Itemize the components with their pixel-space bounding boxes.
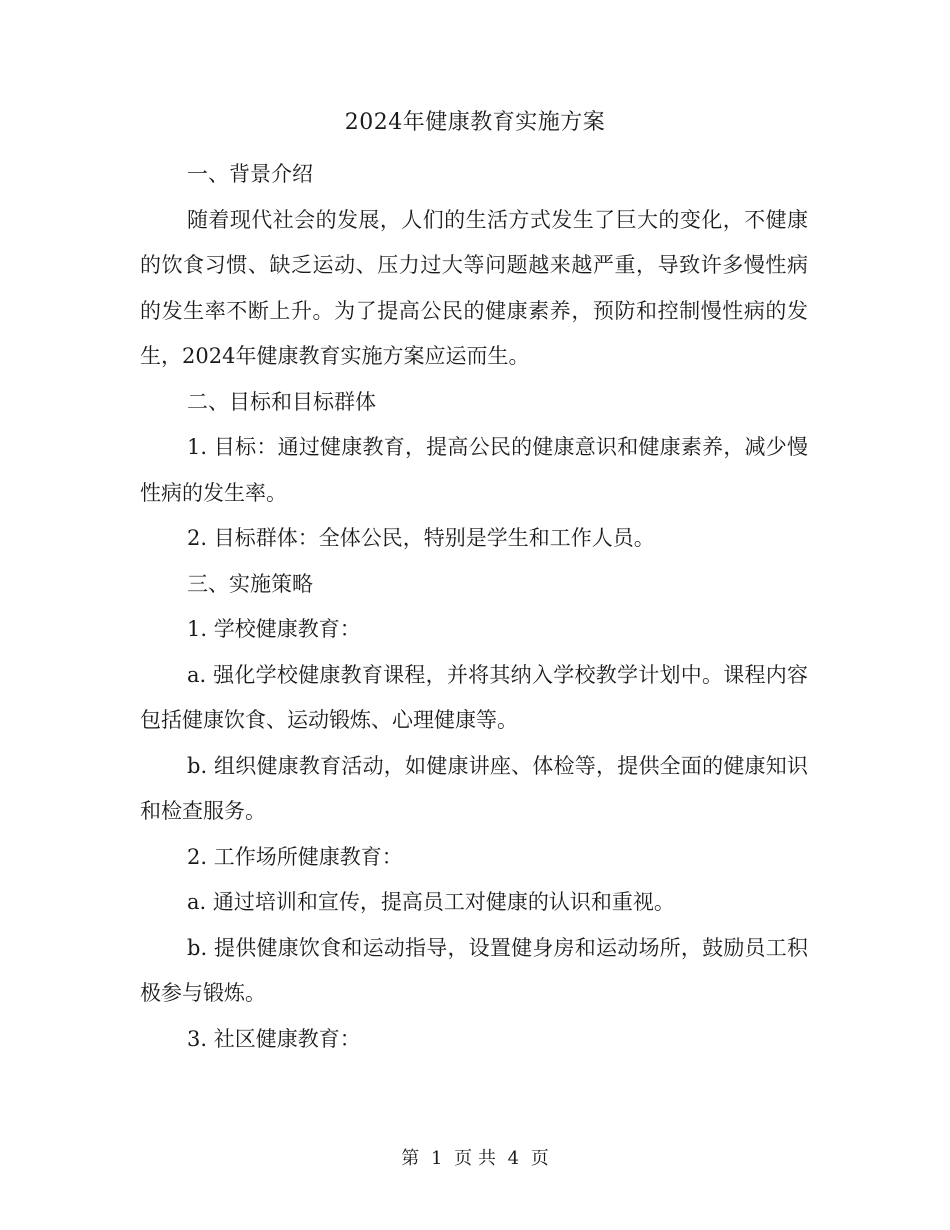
document-body	[140, 152, 808, 1062]
paragraph-workplace-b: b. 提供健康饮食和运动指导，设置健身房和运动场所，鼓励员工积极参与锻炼。	[140, 935, 808, 1005]
section-heading-goals: 二、目标和目标群体	[187, 389, 376, 414]
paragraph-background: 随着现代社会的发展，人们的生活方式发生了巨大的变化，不健康的饮食习惯、缺乏运动、压力过大等问题越来越严重，导致许多慢性病的发生率不断上升。为了提高公民的健康素养，预防和控制慢性病的发生，2024年健康教育实施方案应运而生。	[140, 207, 808, 368]
subheading-school: 1. 学校健康教育：	[187, 617, 361, 641]
page-footer	[0, 1144, 950, 1174]
paragraph-school-a: a. 强化学校健康教育课程，并将其纳入学校教学计划中。课程内容包括健康饮食、运动锻炼、心理健康等。	[140, 662, 808, 732]
footer-mid: 页 共	[454, 1148, 496, 1169]
paragraph-goal: 1. 目标：通过健康教育，提高公民的健康意识和健康素养，减少慢性病的发生率。	[140, 435, 808, 505]
footer-prefix: 第	[401, 1148, 420, 1169]
paragraph-target-group: 2. 目标群体：全体公民，特别是学生和工作人员。	[187, 526, 655, 550]
subheading-workplace: 2. 工作场所健康教育：	[187, 844, 403, 869]
paragraph-school-b: b. 组织健康教育活动，如健康讲座、体检等，提供全面的健康知识和检查服务。	[140, 753, 808, 823]
footer-page-number: 1	[430, 1148, 443, 1169]
footer-total-pages: 4	[507, 1148, 520, 1169]
paragraph-workplace-a: a. 通过培训和宣传，提高员工对健康的认识和重视。	[187, 890, 675, 914]
section-heading-strategy: 三、实施策略	[187, 571, 313, 596]
footer-suffix: 页	[530, 1148, 549, 1169]
document-title: 2024年健康教育实施方案	[344, 110, 606, 135]
subheading-community: 3. 社区健康教育：	[187, 1026, 361, 1051]
section-heading-background: 一、背景介绍	[187, 162, 313, 186]
